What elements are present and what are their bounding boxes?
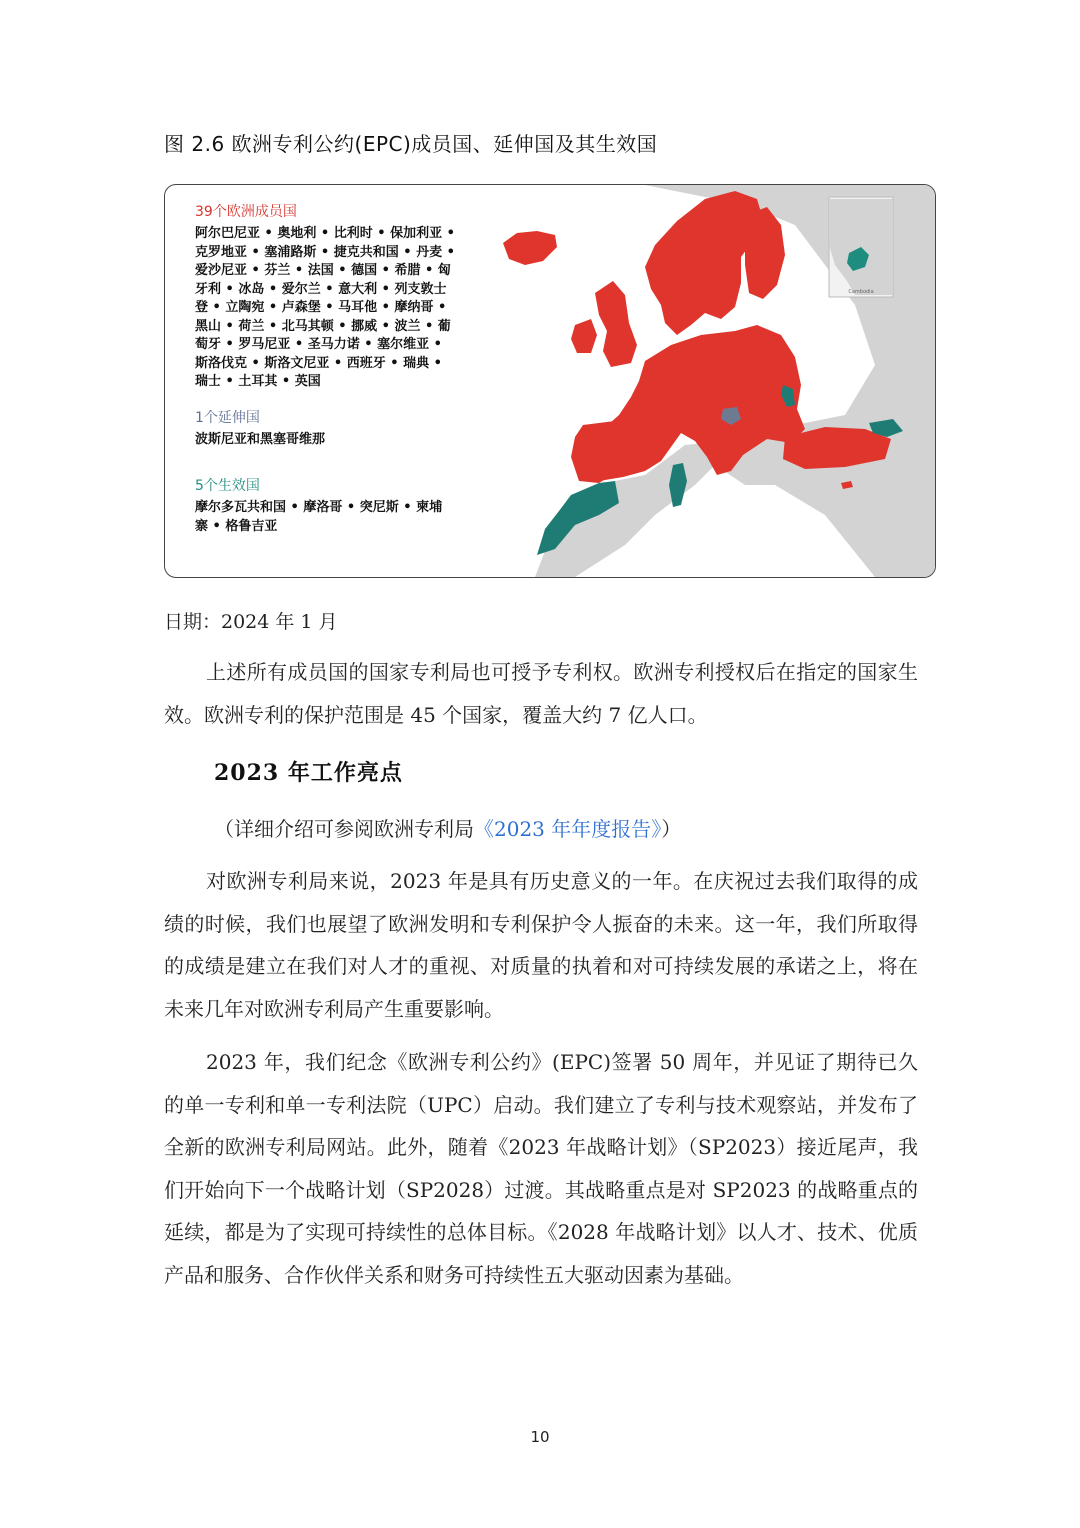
legend-validation-list (195, 499, 485, 536)
legend-extension-list (195, 431, 495, 450)
map-ireland (571, 319, 597, 353)
cambodia-inset-label: Cambodia (848, 289, 874, 295)
legend-members-line: 登 • 立陶宛 • 卢森堡 • 马耳他 • 摩纳哥 • (195, 300, 447, 315)
reference-line (214, 813, 681, 842)
map-iceland (503, 231, 557, 265)
legend-members (195, 201, 495, 392)
legend-members-line: 斯洛伐克 • 斯洛文尼亚 • 西班牙 • 瑞典 • (195, 355, 442, 371)
paragraph-3: 2023 年，我们纪念《欧洲专利公约》(EPC)签署 50 周年，并见证了期待已久的单一专利和单一专利法院（UPC）启动。我们建立了专利与技术观察站，并发布了全新的欧洲专利局网站。此外，随着《2023 年战略计划》（SP2023）接近尾声，我们开始向下一个战略计划（SP2028）过渡。其战略重点是对 SP2023 的战略重点的延续，都是为了实现可持续性的总体目标。《2028 年战略计划》以人才、技术、优质产品和服务、合作伙伴关系和财务可持续性五大驱动因素为基础。 (164, 1050, 918, 1287)
legend-validation-line: 摩尔多瓦共和国 • 摩洛哥 • 突尼斯 • 柬埔 (195, 500, 443, 515)
legend-members-line: 牙利 • 冰岛 • 爱尔兰 • 意大利 • 列支敦士 (195, 281, 447, 297)
legend-validation-line: 寨 • 格鲁吉亚 (195, 518, 278, 534)
map-uk (595, 281, 637, 367)
legend-validation-heading: 5个生效国 (195, 478, 260, 494)
figure-map-box (164, 184, 936, 578)
legend-members-line: 瑞士 • 土耳其 • 英国 (195, 374, 321, 389)
legend-extension-heading: 1个延伸国 (195, 410, 260, 426)
legend-members-line: 萄牙 • 罗马尼亚 • 圣马力诺 • 塞尔维亚 • (195, 337, 442, 352)
legend-members-list (195, 225, 495, 392)
annual-report-link[interactable]: 《2023 年年度报告》 (474, 817, 662, 841)
europe-map (495, 185, 935, 577)
legend-extension-line: 波斯尼亚和黑塞哥维那 (195, 432, 326, 447)
legend-extension (195, 407, 495, 450)
legend-members-heading: 39个欧洲成员国 (195, 204, 297, 220)
figure-date: 日期：2024 年 1 月 (164, 611, 338, 633)
legend-members-line: 黑山 • 荷兰 • 北马其顿 • 挪威 • 波兰 • 葡 (195, 318, 451, 334)
page-number: 10 (530, 1428, 550, 1446)
paragraph-2: 对欧洲专利局来说，2023 年是具有历史意义的一年。在庆祝过去我们取得的成绩的时候，我们也展望了欧洲发明和专利保护令人振奋的未来。这一年，我们所取得的成绩是建立在我们对人才的重视、对质量的执着和对可持续发展的承诺之上，将在未来几年对欧洲专利局产生重要影响。 (164, 869, 918, 1021)
figure-title: 图 2.6 欧洲专利公约(EPC)成员国、延伸国及其生效国 (164, 132, 658, 156)
reference-prefix: （详细介绍可参阅欧洲专利局 (214, 817, 474, 841)
legend-members-line: 爱沙尼亚 • 芬兰 • 法国 • 德国 • 希腊 • 匈 (195, 263, 451, 278)
legend-members-line: 阿尔巴尼亚 • 奥地利 • 比利时 • 保加利亚 • (195, 226, 455, 241)
legend-members-line: 克罗地亚 • 塞浦路斯 • 捷克共和国 • 丹麦 • (195, 244, 455, 260)
reference-suffix: ） (661, 817, 682, 841)
map-finland (745, 207, 785, 299)
legend-validation (195, 475, 485, 536)
section-title: 2023 年工作亮点 (214, 760, 403, 786)
paragraph-1: 上述所有成员国的国家专利局也可授予专利权。欧洲专利授权后在指定的国家生效。欧洲专利的保护范围是 45 个国家，覆盖大约 7 亿人口。 (164, 660, 918, 727)
